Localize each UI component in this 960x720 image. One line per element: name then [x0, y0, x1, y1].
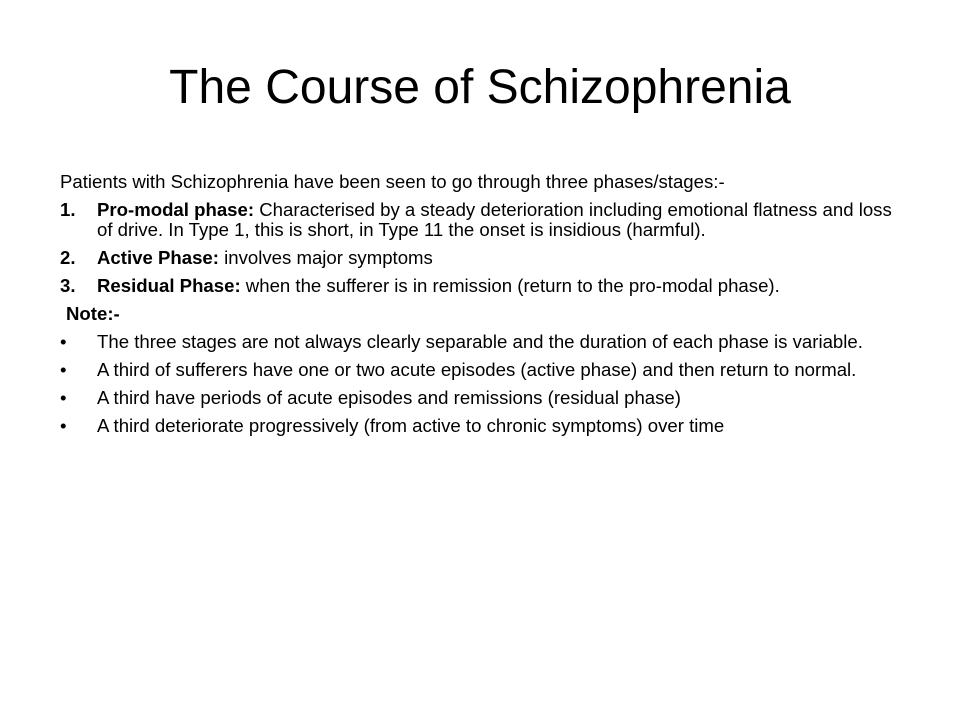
phase-description: involves major symptoms [218, 247, 433, 268]
bullet-icon: • [60, 415, 67, 436]
phase-term: Residual Phase: [97, 275, 241, 296]
bullet-icon: • [60, 359, 67, 380]
note-text: The three stages are not always clearly separable and the duration of each phase is variable. [97, 331, 863, 352]
note-text: A third of sufferers have one or two acute episodes (active phase) and then return to normal. [97, 359, 857, 380]
bullet-icon: • [60, 387, 67, 408]
phase-item [60, 276, 910, 296]
intro-text: Patients with Schizophrenia have been seen to go through three phases/stages:- [60, 171, 725, 192]
phase-description: when the sufferer is in remission (return to the pro-modal phase). [240, 275, 780, 296]
slide-title: The Course of Schizophrenia [169, 61, 791, 114]
note-item [60, 360, 910, 380]
note-text: A third deteriorate progressively (from active to chronic symptoms) over time [97, 415, 725, 436]
note-item [60, 388, 910, 408]
phase-number: 2. [60, 247, 76, 268]
phase-number: 1. [60, 199, 76, 220]
phase-term: Active Phase: [97, 247, 219, 268]
note-text: A third have periods of acute episodes and remissions (residual phase) [97, 387, 681, 408]
phase-item [60, 248, 910, 268]
phase-term: Pro-modal phase: [97, 199, 255, 220]
note-label: Note:- [66, 303, 120, 324]
slide-body [60, 172, 910, 444]
bullet-icon: • [60, 331, 67, 352]
note-item [60, 332, 910, 352]
phase-description: Characterised by a steady deterioration including emotional flatness and loss of drive. In Type 1, this is short, in Type 11 the onset is insidious (harmful). [97, 199, 892, 240]
phase-item [60, 200, 910, 240]
note-item [60, 416, 910, 436]
phase-number: 3. [60, 275, 76, 296]
